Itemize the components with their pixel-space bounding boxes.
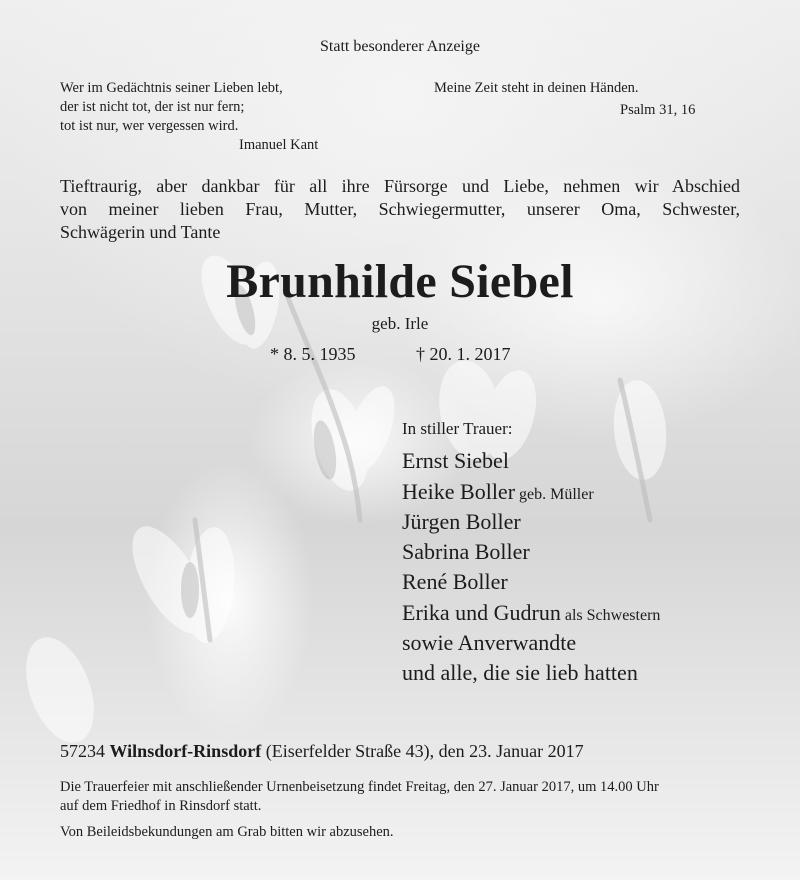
mourner-name: René Boller	[402, 569, 508, 594]
birth-date: * 8. 5. 1935	[270, 344, 356, 364]
mourner-entry	[402, 600, 660, 626]
mourner-entry	[402, 479, 594, 505]
mourner-entry	[402, 448, 509, 474]
deceased-name: Brunhilde Siebel	[226, 255, 574, 308]
ceremony-line: auf dem Friedhof in Rinsdorf statt.	[60, 798, 262, 814]
death-date: † 20. 1. 2017	[416, 344, 511, 364]
condolence-note: Von Beileidsbekundungen am Grab bitten wir abzusehen.	[60, 824, 394, 840]
quote-author: Imanuel Kant	[239, 137, 319, 153]
bible-source: Psalm 31, 16	[620, 102, 696, 118]
quote-line: tot ist nur, wer vergessen wird.	[60, 118, 239, 134]
address-line	[60, 741, 584, 762]
mourner-entry	[402, 509, 521, 535]
mourner-name: Jürgen Boller	[402, 509, 521, 534]
mourner-entry	[402, 630, 576, 656]
mourner-note: geb. Müller	[519, 486, 594, 503]
mourner-entry	[402, 539, 530, 565]
ceremony-line: Die Trauerfeier mit anschließender Urnenbeisetzung findet Freitag, den 27. Januar 2017, um 14.00 Uhr	[60, 779, 659, 795]
quote-line: der ist nicht tot, der ist nur fern;	[60, 99, 245, 115]
mourner-name: Heike Boller	[402, 479, 516, 504]
notice-header: Statt besonderer Anzeige	[320, 38, 480, 55]
intro-line: Schwägerin und Tante	[60, 222, 221, 242]
address-zip: 57234	[60, 741, 105, 761]
mourner-name: Erika und Gudrun	[402, 600, 561, 625]
mourner-entry	[402, 569, 508, 595]
birth-name: geb. Irle	[371, 314, 429, 333]
mourner-name: Ernst Siebel	[402, 448, 509, 473]
mourner-note: als Schwestern	[564, 607, 661, 624]
intro-line: Tieftraurig, aber dankbar für all ihre Fürsorge und Liebe, nehmen wir Abschied	[60, 176, 740, 196]
address-rest: (Eiserfelder Straße 43), den 23. Januar 2017	[265, 741, 584, 761]
quote-line: Wer im Gedächtnis seiner Lieben lebt,	[60, 80, 283, 96]
address-town: Wilnsdorf-Rinsdorf	[109, 741, 262, 761]
mourner-name: Sabrina Boller	[402, 539, 530, 564]
mourner-entry	[402, 660, 638, 686]
mourner-name: und alle, die sie lieb hatten	[402, 660, 638, 685]
intro-line: von meiner lieben Frau, Mutter, Schwiegermutter, unserer Oma, Schwester,	[60, 199, 740, 219]
bible-quote: Meine Zeit steht in deinen Händen.	[434, 80, 639, 96]
mourners-heading: In stiller Trauer:	[402, 419, 513, 438]
mourner-name: sowie Anverwandte	[402, 630, 577, 655]
